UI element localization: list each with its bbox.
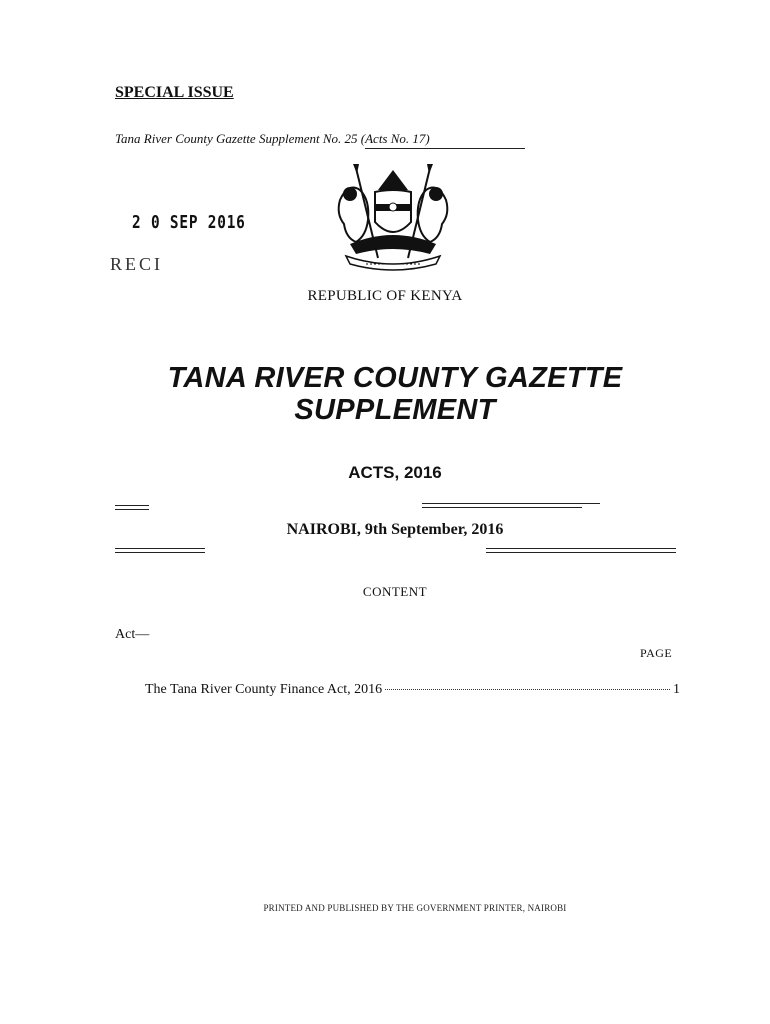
- content-heading: CONTENT: [362, 584, 428, 599]
- rule-bottom-right: [486, 548, 676, 549]
- coat-of-arms-icon: [326, 160, 460, 272]
- republic-of-kenya-label: REPUBLIC OF KENYA: [307, 288, 463, 304]
- page-column-label: PAGE: [640, 646, 673, 660]
- gazette-title-line-2: SUPPLEMENT: [294, 394, 496, 426]
- rule-bottom-left: [115, 548, 205, 549]
- gazette-title-line-1: TANA RIVER COUNTY GAZETTE: [167, 362, 623, 394]
- rule-bottom-right-2: [486, 552, 676, 553]
- supplement-underline: [365, 148, 525, 149]
- toc-entry-page: 1: [673, 682, 680, 697]
- printer-footer: PRINTED AND PUBLISHED BY THE GOVERNMENT PRINTER, NAIROBI: [263, 903, 567, 913]
- rule-top-right: [422, 503, 600, 504]
- acts-heading: ACTS, 2016: [348, 463, 442, 482]
- received-stamp-date: 2 0 SEP 2016: [132, 212, 246, 233]
- dateline: NAIROBI, 9th September, 2016: [286, 521, 504, 538]
- rule-bottom-left-2: [115, 552, 205, 553]
- toc-leader-dots: [385, 689, 670, 690]
- received-stamp-label: RECI: [110, 254, 164, 274]
- supplement-number-line: Tana River County Gazette Supplement No. 25 (Acts No. 17): [115, 131, 430, 146]
- rule-top-left: [115, 505, 149, 506]
- rule-top-left-2: [115, 509, 149, 510]
- special-issue-heading: SPECIAL ISSUE: [115, 84, 234, 101]
- toc-entry-title: The Tana River County Finance Act, 2016: [145, 682, 383, 697]
- rule-top-right-2: [422, 507, 582, 508]
- act-section-label: Act—: [115, 627, 150, 642]
- toc-entry: [145, 682, 680, 698]
